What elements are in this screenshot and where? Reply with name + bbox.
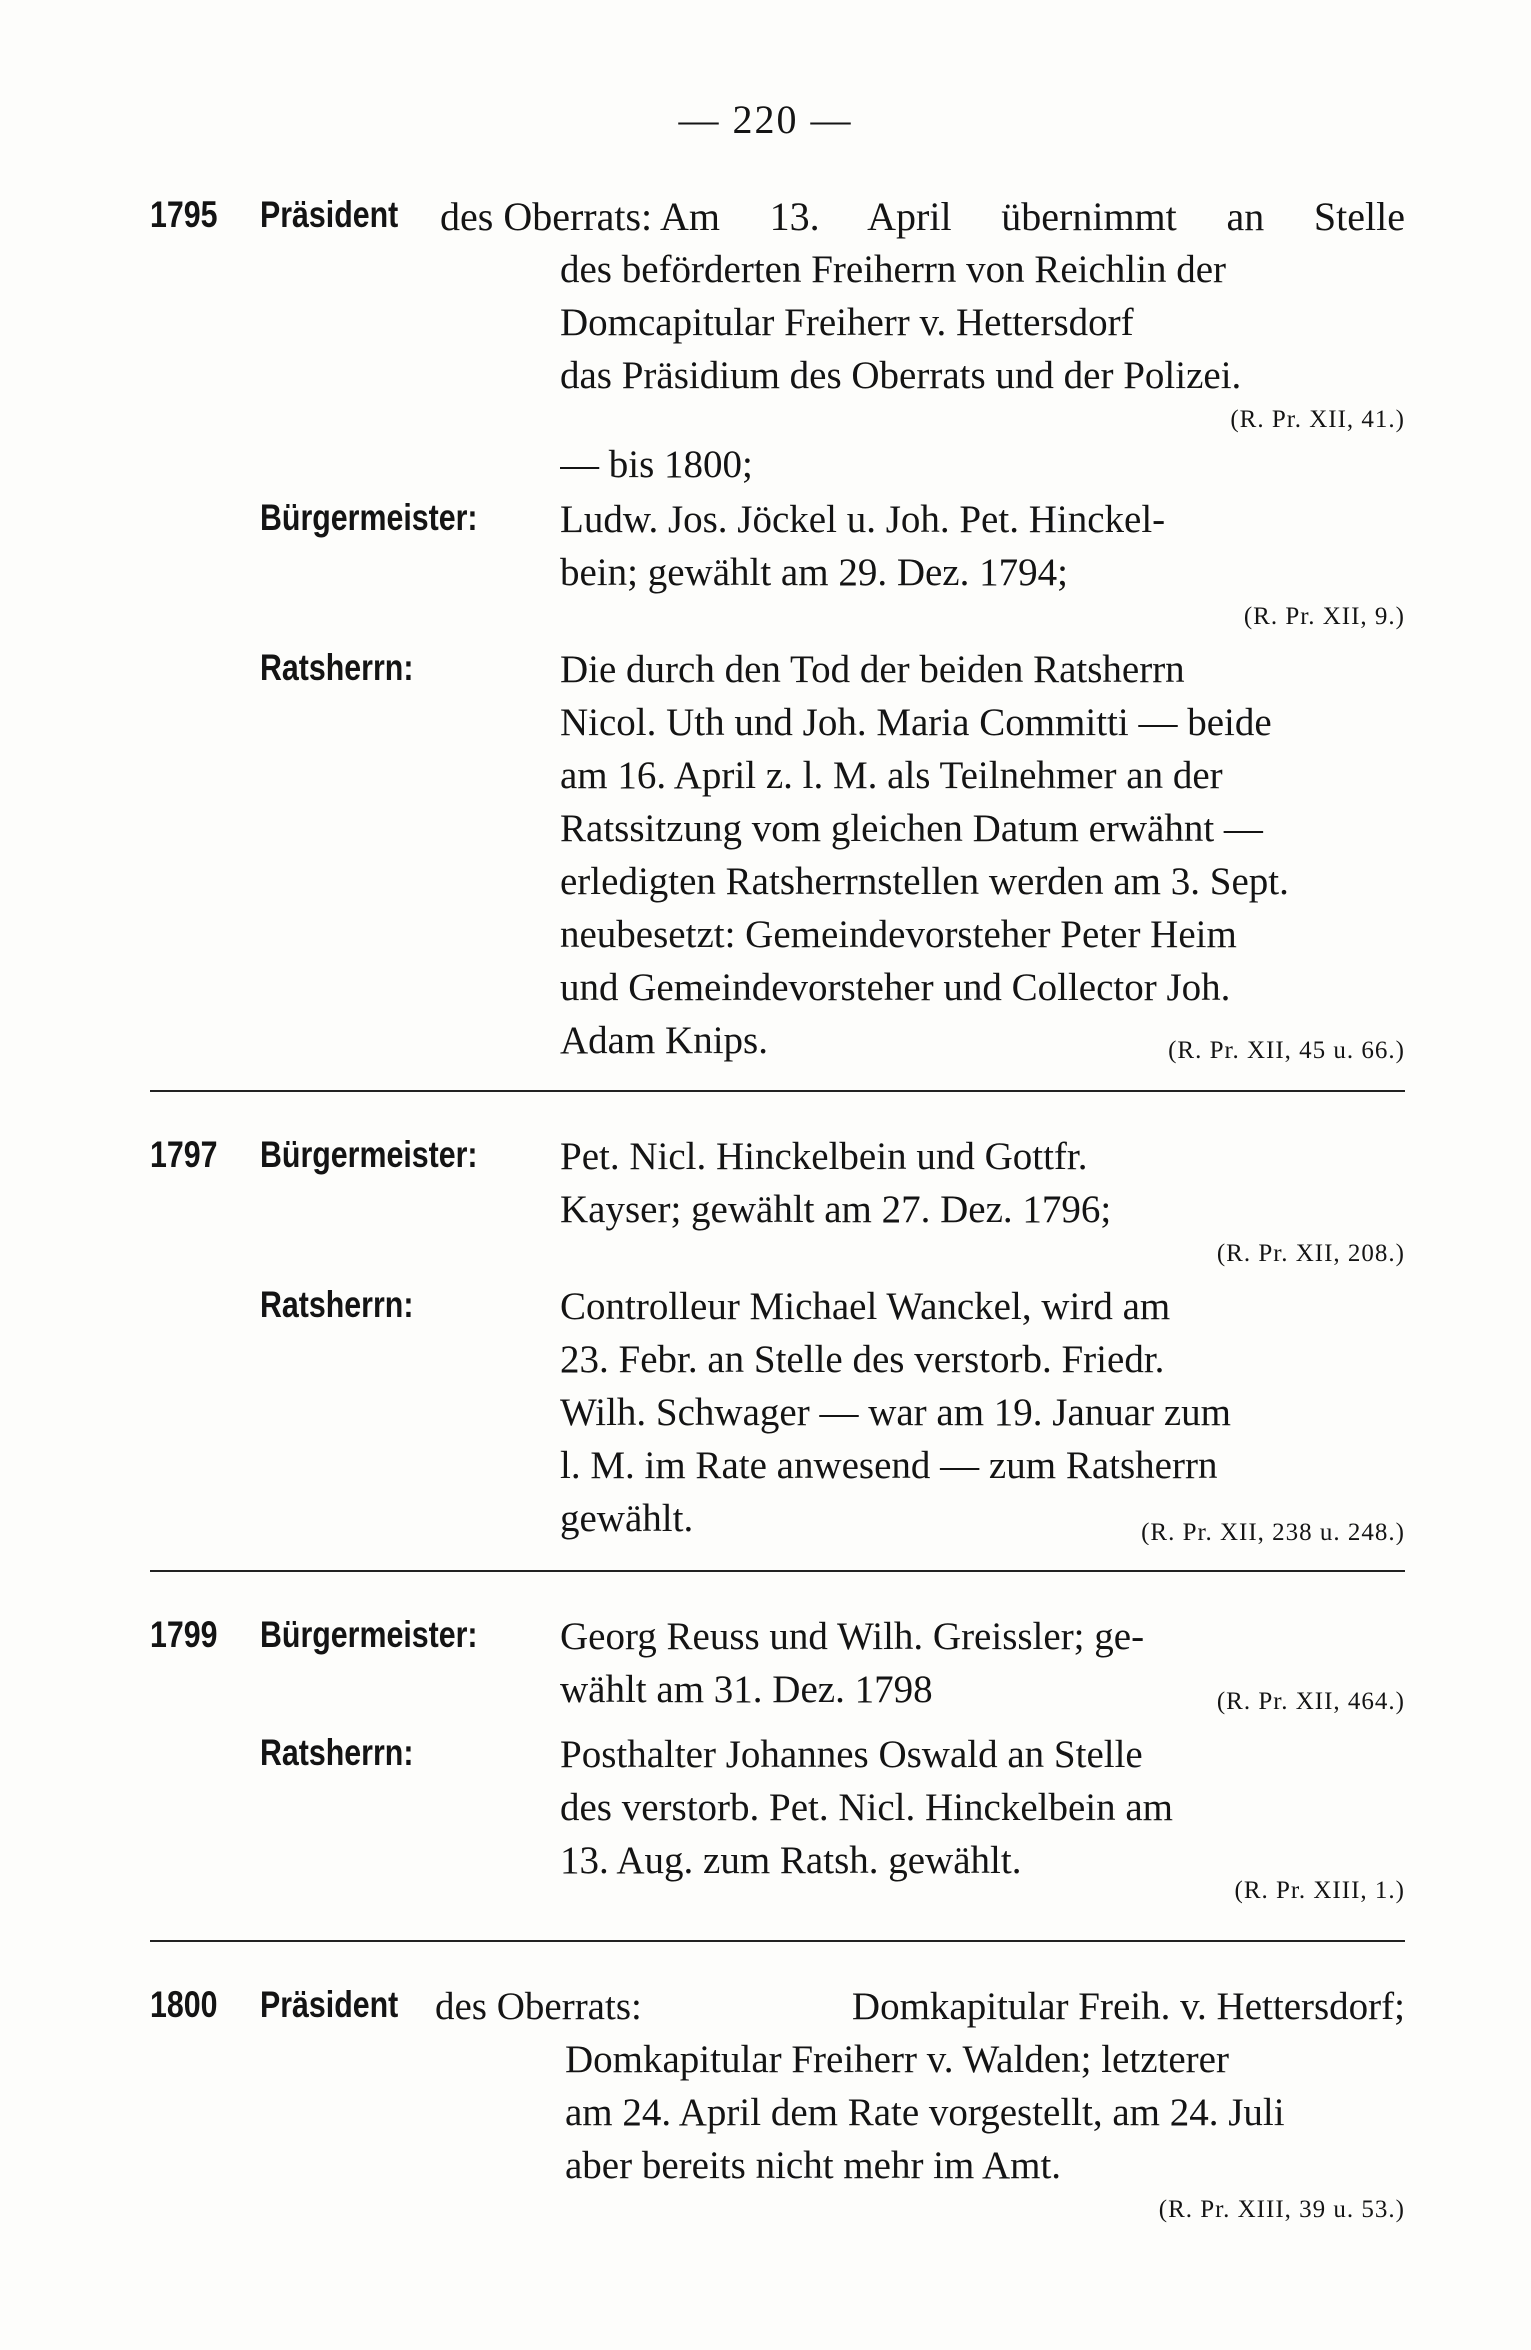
president-text-line: Domkapitular Freiherr v. Walden; letzterer [565, 2038, 1229, 2081]
council-text-line: des verstorb. Pet. Nicl. Hinckelbein am [560, 1786, 1174, 1829]
mayor-text-line: Ludw. Jos. Jöckel u. Joh. Pet. Hinckel- [560, 498, 1166, 541]
role-label-mayor: Bürgermeister: [260, 497, 478, 538]
council-text-line: und Gemeindevorsteher und Collector Joh. [560, 966, 1231, 1009]
council-text-line: Wilh. Schwager — war am 19. Januar zum [560, 1391, 1231, 1434]
council-text-line: Nicol. Uth und Joh. Maria Committi — beide [560, 701, 1272, 744]
president-text-line: Am 13. April übernimmt an Stelle [660, 194, 1405, 239]
reference-citation: (R. Pr. XIII, 1.) [1234, 1877, 1405, 1904]
entry-year: 1797 [150, 1134, 218, 1175]
council-text [560, 1280, 1405, 1545]
council-text-line: 23. Febr. an Stelle des verstorb. Friedr. [560, 1338, 1165, 1381]
council-text-line: neubesetzt: Gemeindevorsteher Peter Heim [560, 913, 1237, 956]
president-text [565, 2033, 1405, 2228]
role-label-council: Ratsherrn: [260, 1284, 414, 1325]
entry-year: 1799 [150, 1614, 218, 1655]
president-text-line: aber bereits nicht mehr im Amt. [565, 2144, 1062, 2187]
reference-citation: (R. Pr. XII, 238 u. 248.) [1141, 1519, 1405, 1545]
reference-citation: (R. Pr. XII, 208.) [1216, 1240, 1405, 1267]
president-text [565, 1980, 1405, 2033]
council-text [560, 643, 1405, 1067]
mayor-text [560, 1130, 1405, 1272]
mayor-text [560, 1610, 1405, 1716]
section-divider [150, 1090, 1405, 1092]
council-text-line: Posthalter Johannes Oswald an Stelle [560, 1733, 1143, 1776]
section-divider [150, 1570, 1405, 1572]
president-text-line: — bis 1800; [560, 443, 753, 486]
council-text-line: erledigten Ratsherrnstellen werden am 3. Sept. [560, 860, 1289, 903]
council-text-line: Die durch den Tod der beiden Ratsherrn [560, 648, 1185, 691]
mayor-text [560, 493, 1405, 635]
role-label-council: Ratsherrn: [260, 647, 414, 688]
president-text-line: das Präsidium des Oberrats und der Polizei. [560, 354, 1242, 397]
council-text-last: Adam Knips. [560, 1019, 768, 1062]
role-label-mayor: Bürgermeister: [260, 1134, 478, 1175]
president-text-line: des beförderten Freiherrn von Reichlin der [560, 248, 1227, 291]
mayor-text-line: Pet. Nicl. Hinckelbein und Gottfr. [560, 1135, 1088, 1178]
mayor-text-line [560, 1663, 1405, 1716]
mayor-text-line: bein; gewählt am 29. Dez. 1794; [560, 551, 1068, 594]
role-label-council: Ratsherrn: [260, 1732, 414, 1773]
president-text-line: Domcapitular Freiherr v. Hettersdorf [560, 301, 1134, 344]
reference-citation: (R. Pr. XII, 9.) [1243, 603, 1405, 630]
entry-year: 1795 [150, 194, 218, 235]
council-text-line: Controlleur Michael Wanckel, wird am [560, 1285, 1171, 1328]
reference-citation: (R. Pr. XII, 45 u. 66.) [1168, 1037, 1405, 1064]
mayor-text-line: Georg Reuss und Wilh. Greissler; ge- [560, 1615, 1145, 1658]
page-number: — 220 — [678, 97, 853, 142]
role-label-mayor: Bürgermeister: [260, 1614, 478, 1655]
president-text-line: am 24. April dem Rate vorgestellt, am 24. Juli [565, 2091, 1285, 2134]
council-text-line: Ratssitzung vom gleichen Datum erwähnt — [560, 807, 1263, 850]
reference-citation: (R. Pr. XII, 464.) [1216, 1688, 1405, 1715]
council-text-line: l. M. im Rate anwesend — zum Ratsherrn [560, 1444, 1218, 1487]
reference-citation: (R. Pr. XII, 41.) [1230, 406, 1405, 433]
role-label-president: Präsident [260, 1984, 399, 2025]
reference-citation: (R. Pr. XIII, 39 u. 53.) [1158, 2196, 1405, 2223]
president-text-line: Domkapitular Freih. v. Hettersdorf; [851, 1985, 1405, 2028]
mayor-text-line: Kayser; gewählt am 27. Dez. 1796; [560, 1188, 1112, 1231]
role-label-suffix: des Oberrats: [435, 1985, 642, 2028]
section-divider [150, 1940, 1405, 1942]
role-label-president: Präsident [260, 194, 399, 235]
council-text-line: am 16. April z. l. M. als Teilnehmer an der [560, 754, 1223, 797]
council-text-line: 13. Aug. zum Ratsh. gewählt. [560, 1839, 1022, 1882]
council-text-line [560, 1014, 1405, 1067]
council-text-line [560, 1492, 1405, 1545]
mayor-text-last: wählt am 31. Dez. 1798 [560, 1668, 933, 1711]
role-label-suffix: des Oberrats: [440, 194, 653, 239]
council-text-last: gewählt. [560, 1497, 694, 1540]
council-text [560, 1728, 1405, 1909]
entry-year: 1800 [150, 1984, 218, 2025]
president-text [560, 243, 1405, 491]
